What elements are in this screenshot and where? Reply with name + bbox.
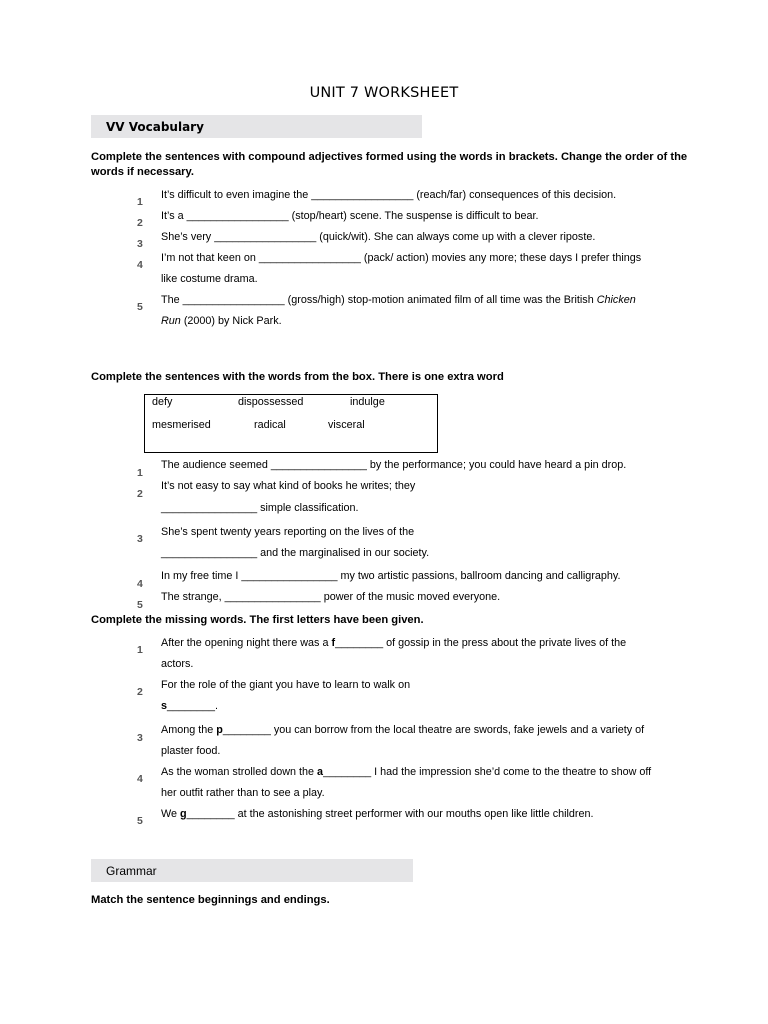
item-number: 4 xyxy=(137,578,143,590)
exercise-3-item-3-line-2: plaster food. xyxy=(161,745,221,757)
item-number: 5 xyxy=(137,301,143,313)
item-number: 4 xyxy=(137,773,143,785)
exercise-3-item-4-line-2: her outfit rather than to see a play. xyxy=(161,787,325,799)
exercise-1-item-5-line-2: Run (2000) by Nick Park. xyxy=(161,315,282,327)
vocabulary-section-header: VV Vocabulary xyxy=(91,115,422,138)
word-box xyxy=(144,394,438,453)
exercise-3-item-5: We g________ at the astonishing street performer with our mouths open like little children. xyxy=(161,808,594,820)
exercise-3-item-2-line-1: For the role of the giant you have to learn to walk on xyxy=(161,679,411,691)
item-number: 2 xyxy=(137,217,143,229)
item-number: 2 xyxy=(137,488,143,500)
item-number: 1 xyxy=(137,196,143,208)
item-number: 5 xyxy=(137,815,143,827)
item-number: 3 xyxy=(137,533,143,545)
exercise-3-instruction: Complete the missing words. The first letters have been given. xyxy=(91,614,424,626)
exercise-2-item-2-line-1: It’s not easy to say what kind of books he writes; they xyxy=(161,480,416,492)
item-number: 3 xyxy=(137,732,143,744)
exercise-1-item-2: It’s a _________________ (stop/heart) scene. The suspense is difficult to bear. xyxy=(161,210,539,222)
exercise-3-item-3-line-1: Among the p________ you can borrow from the local theatre are swords, fake jewels and a variety of xyxy=(161,724,645,736)
exercise-1-item-1: It’s difficult to even imagine the _________________ (reach/far) consequences of this decision. xyxy=(161,189,617,201)
item-number: 4 xyxy=(137,259,143,271)
exercise-3-item-2-line-2: s________. xyxy=(161,700,219,712)
exercise-2-instruction: Complete the sentences with the words from the box. There is one extra word xyxy=(91,371,504,383)
exercise-1-item-4-line-2: like costume drama. xyxy=(161,273,258,285)
box-word: defy xyxy=(152,396,173,408)
exercise-2-item-3-line-2: ________________ and the marginalised in our society. xyxy=(161,547,430,559)
box-word: dispossessed xyxy=(238,396,304,408)
exercise-2-item-3-line-1: She’s spent twenty years reporting on the lives of the xyxy=(161,526,415,538)
box-word: mesmerised xyxy=(152,419,211,431)
box-word: radical xyxy=(254,419,286,431)
page-title: UNIT 7 WORKSHEET xyxy=(309,85,459,101)
item-number: 2 xyxy=(137,686,143,698)
exercise-3-item-1-line-2: actors. xyxy=(161,658,194,670)
item-number: 5 xyxy=(137,599,143,611)
item-number: 1 xyxy=(137,467,143,479)
exercise-2-item-5: The strange, ________________ power of the music moved everyone. xyxy=(161,591,501,603)
exercise-1-instruction: Complete the sentences with compound adjectives formed using the words in brackets. Change the order of the words if necessary. xyxy=(91,151,688,178)
grammar-section-header: Grammar xyxy=(91,859,413,882)
exercise-1-item-5-line-1: The _________________ (gross/high) stop-motion animated film of all time was the British Chicken xyxy=(161,294,636,306)
exercise-1-item-3: She’s very _________________ (quick/wit). She can always come up with a clever riposte. xyxy=(161,231,596,243)
item-number: 1 xyxy=(137,644,143,656)
exercise-2-item-1: The audience seemed ________________ by the performance; you could have heard a pin drop. xyxy=(161,459,627,471)
box-word: visceral xyxy=(328,419,365,431)
exercise-2-item-2-line-2: ________________ simple classification. xyxy=(161,502,359,514)
grammar-instruction: Match the sentence beginnings and endings. xyxy=(91,894,330,906)
box-word: indulge xyxy=(350,396,385,408)
item-number: 3 xyxy=(137,238,143,250)
exercise-2-item-4: In my free time I ________________ my two artistic passions, ballroom dancing and calligraphy. xyxy=(161,570,621,582)
exercise-3-item-1-line-1: After the opening night there was a f________ of gossip in the press about the private lives of the xyxy=(161,637,627,649)
exercise-1-item-4-line-1: I’m not that keen on _________________ (pack/ action) movies any more; these days I prefer things xyxy=(161,252,642,264)
exercise-3-item-4-line-1: As the woman strolled down the a________ I had the impression she’d come to the theatre to show off xyxy=(161,766,652,778)
